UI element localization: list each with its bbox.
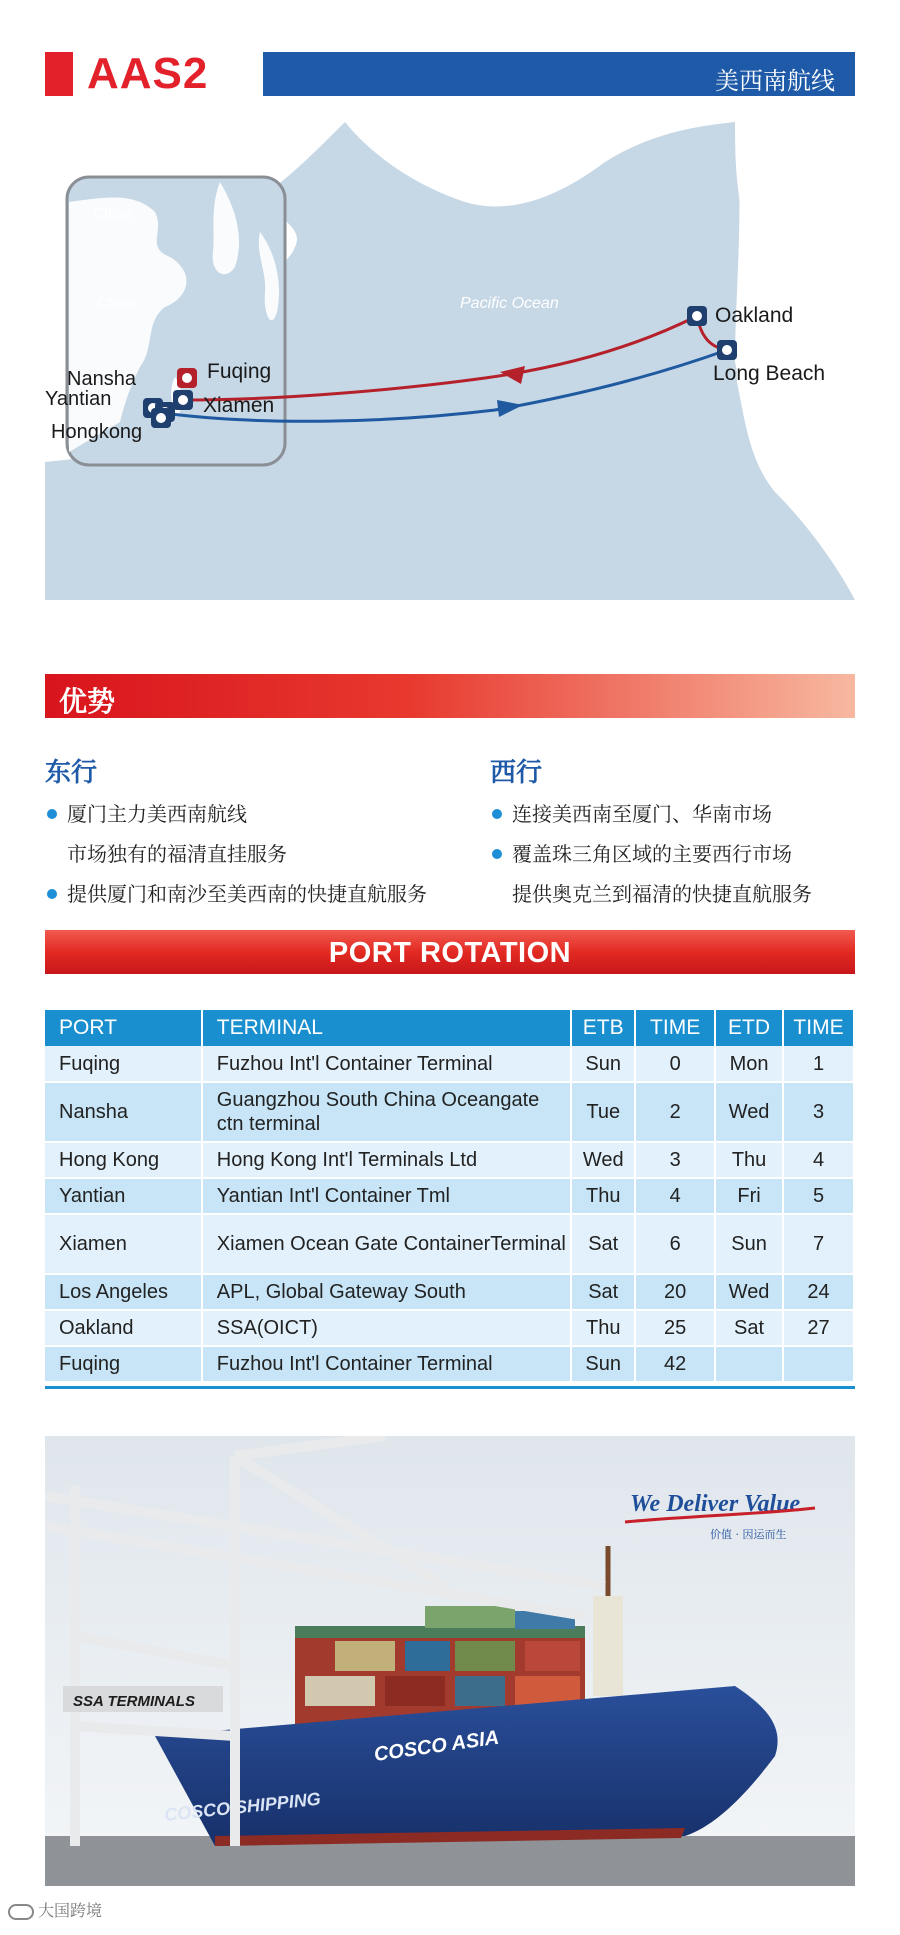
header-etd: ETD [715,1010,783,1046]
table-row [45,1214,854,1274]
table-row [45,1142,854,1178]
cell-etb: Sun [571,1046,635,1082]
east-line-2 [45,834,445,874]
west-line-3-text: 提供奥克兰到福清的快捷直航服务 [512,882,812,906]
cell-etb: Thu [571,1310,635,1346]
map-label-china-mid: China [97,295,137,312]
port-marker-fuqing [177,368,197,388]
cell-time-arrival: 3 [635,1142,715,1178]
cell-terminal: Hong Kong Int'l Terminals Ltd [202,1142,571,1178]
advantages-west [490,752,890,914]
cell-terminal: SSA(OICT) [202,1310,571,1346]
table-row [45,1310,854,1346]
bullet-dot [492,849,502,859]
cell-etd: Thu [715,1142,783,1178]
cell-terminal: Xiamen Ocean Gate ContainerTerminal [202,1214,571,1274]
port-rotation-table [45,1010,855,1383]
ship-photo-svg [45,1436,855,1886]
cell-etd: Mon [715,1046,783,1082]
weibo-icon [8,1904,34,1920]
table-row [45,1082,854,1142]
cell-port: Los Angeles [45,1274,202,1310]
slogan: We Deliver Value [630,1491,801,1517]
hull-text: COSCO SHIPPING [163,1788,322,1825]
cell-etb: Tue [571,1082,635,1142]
ship-name: COSCO ASIA [372,1726,501,1766]
ship-bridge [593,1596,623,1696]
table-row [45,1046,854,1082]
port-label-xiamen: Xiamen [203,394,275,417]
cell-etd [715,1346,783,1382]
east-line-3-text: 提供厦门和南沙至美西南的快捷直航服务 [67,882,427,906]
port-rotation-bar [45,930,855,974]
table-row [45,1346,854,1382]
map-label-usa: USA [765,256,796,273]
route-map [45,122,855,600]
west-line-1-text: 连接美西南至厦门、华南市场 [512,802,772,826]
cell-port: Yantian [45,1178,202,1214]
cell-etd: Sun [715,1214,783,1274]
cell-port: Xiamen [45,1214,202,1274]
cell-terminal: Fuzhou Int'l Container Terminal [202,1346,571,1382]
port-marker-xiamen [173,390,193,410]
cell-port: Fuqing [45,1046,202,1082]
port-rotation-title: PORT ROTATION [328,937,572,969]
east-line-2-text: 市场独有的福清直挂服务 [67,842,287,866]
port-label-yantian: Yantian [45,388,112,410]
bullet-dot [492,809,502,819]
cell-time-arrival: 42 [635,1346,715,1382]
route-name-bar [263,52,855,96]
route-code: AAS2 [87,49,209,98]
cell-etd: Fri [715,1178,783,1214]
header-time-arrival: TIME [635,1010,715,1046]
bullet-dot [47,809,57,819]
cell-port: Hong Kong [45,1142,202,1178]
cell-time-departure: 4 [783,1142,854,1178]
port-label-hongkong: Hongkong [51,421,143,443]
cell-terminal: Yantian Int'l Container Tml [202,1178,571,1214]
cell-port: Fuqing [45,1346,202,1382]
cell-time-arrival: 6 [635,1214,715,1274]
cell-terminal: APL, Global Gateway South [202,1274,571,1310]
cell-etd: Sat [715,1310,783,1346]
cell-port: Nansha [45,1082,202,1142]
advantages-title: 优势 [59,685,116,718]
east-line-1 [45,794,445,834]
crane-sign: SSA TERMINALS [73,1693,195,1710]
port-marker-long-beach [717,340,737,360]
port-marker-oakland [687,306,707,326]
route-header [45,49,855,98]
table-row [45,1274,854,1310]
route-name: 美西南航线 [715,67,835,95]
table-bottom-rule [45,1386,855,1389]
port-label-fuqing: Fuqing [207,360,272,383]
east-line-1-text: 厦门主力美西南航线 [67,802,247,826]
cell-time-arrival: 20 [635,1274,715,1310]
cell-terminal: Fuzhou Int'l Container Terminal [202,1046,571,1082]
advantages-east [45,752,445,914]
cell-time-departure: 3 [783,1082,854,1142]
table-header-row [45,1010,854,1046]
header-port: PORT [45,1010,202,1046]
ship-photo [45,1436,855,1886]
west-line-2 [490,834,890,874]
cell-time-departure: 5 [783,1178,854,1214]
quay-ground [45,1836,855,1886]
map-label-china-top: China [93,205,133,222]
port-marker-hongkong [151,408,171,428]
port-label-nansha: Nansha [67,368,136,390]
cell-time-departure: 7 [783,1214,854,1274]
cell-etb: Thu [571,1178,635,1214]
header-terminal: TERMINAL [202,1010,571,1046]
cell-etd: Wed [715,1274,783,1310]
cell-etb: Sun [571,1346,635,1382]
cell-etd: Wed [715,1082,783,1142]
west-line-2-text: 覆盖珠三角区域的主要西行市场 [512,842,792,866]
header-etb: ETB [571,1010,635,1046]
header-time-departure: TIME [783,1010,854,1046]
cell-etb: Wed [571,1142,635,1178]
slogan-sub: 价值 · 因运而生 [710,1528,787,1541]
cell-time-arrival: 4 [635,1178,715,1214]
west-line-1 [490,794,890,834]
west-heading: 西行 [490,758,543,788]
bullet-dot [47,889,57,899]
cell-etb: Sat [571,1214,635,1274]
cell-time-arrival: 25 [635,1310,715,1346]
port-label-oakland: Oakland [715,304,794,327]
map-label-pacific: Pacific Ocean [460,295,559,312]
east-heading: 东行 [45,758,98,788]
west-line-3 [490,874,890,914]
cell-time-departure [783,1346,854,1382]
table-row [45,1178,854,1214]
watermark [8,1898,102,1921]
cell-etb: Sat [571,1274,635,1310]
cell-time-departure: 24 [783,1274,854,1310]
header-red-block [45,52,73,96]
cell-time-departure: 1 [783,1046,854,1082]
cell-terminal: Guangzhou South China Oceangate ctn terminal [202,1082,571,1142]
route-map-svg [45,122,855,600]
cell-time-departure: 27 [783,1310,854,1346]
cell-port: Oakland [45,1310,202,1346]
advantages-bar [45,674,855,718]
port-label-long-beach: Long Beach [713,362,826,385]
watermark-text: 大国跨境 [38,1901,103,1920]
cell-time-arrival: 2 [635,1082,715,1142]
east-line-3 [45,874,445,914]
cell-time-arrival: 0 [635,1046,715,1082]
